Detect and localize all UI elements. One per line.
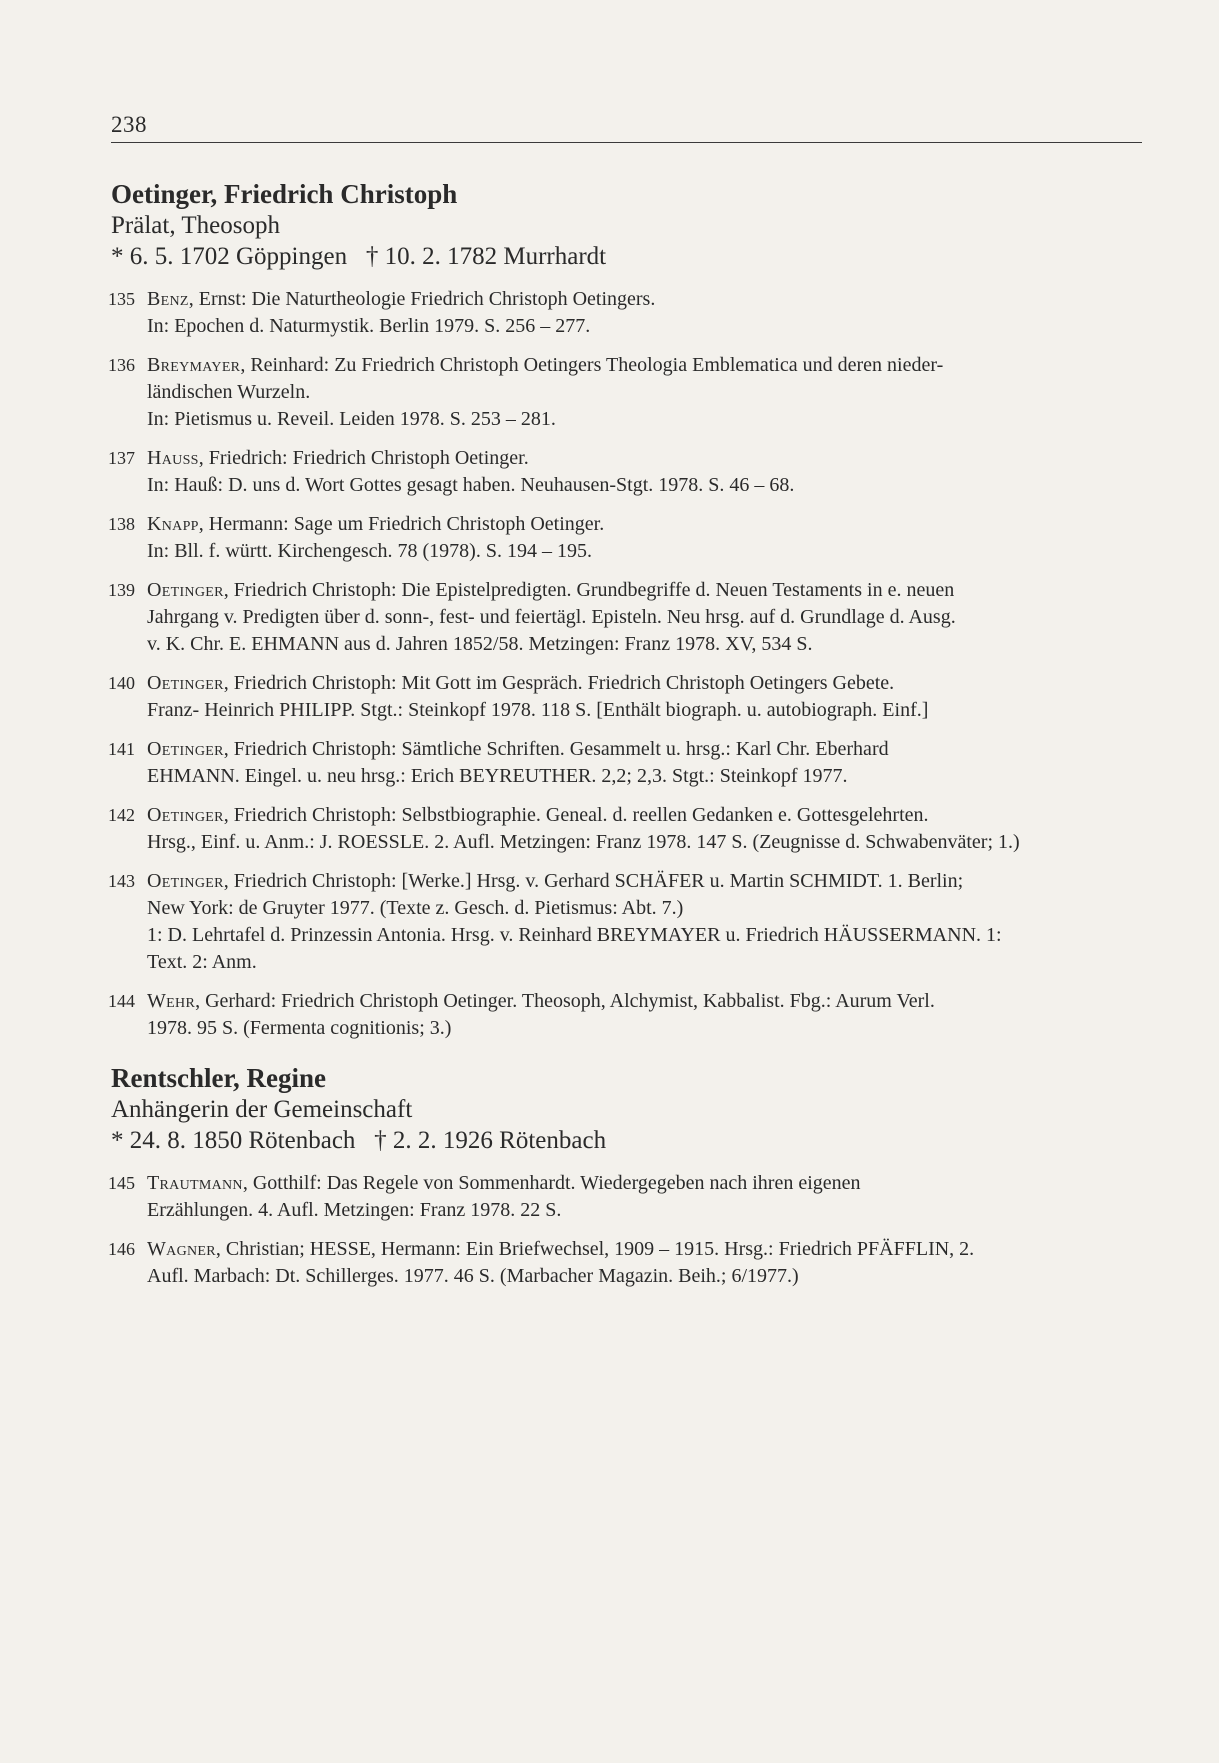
entry-text: Friedrich: Friedrich Christoph Oetinger. xyxy=(208,447,529,469)
entry-number: 142 xyxy=(108,805,135,825)
entry-author: Oetinger xyxy=(147,672,224,694)
entry-number: 141 xyxy=(108,739,135,759)
entry-author: Knapp xyxy=(147,513,199,535)
entry-text: EHMANN. Eingel. u. neu hrsg.: Erich BEYREUTHER. 2,2; 2,3. Stgt.: Steinkopf 1977. xyxy=(147,765,848,787)
bibliography-entry xyxy=(108,352,1148,433)
entry-line xyxy=(147,1263,1148,1290)
entry-text: Friedrich Christoph: [Werke.] Hrsg. v. Gerhard SCHÄFER u. Martin SCHMIDT. 1. Berlin; xyxy=(233,870,964,892)
entry-text: Friedrich Christoph: Mit Gott im Gespräch. Friedrich Christoph Oetingers Gebete. xyxy=(233,672,895,694)
entry-line xyxy=(147,1015,1148,1042)
page-number: 238 xyxy=(111,112,147,137)
bibliography-entry xyxy=(108,988,1148,1042)
entry-text: In: Epochen d. Naturmystik. Berlin 1979. S. 256 – 277. xyxy=(147,315,591,337)
entry-text: Ernst: Die Naturtheologie Friedrich Christoph Oetingers. xyxy=(198,288,656,310)
entry-number: 144 xyxy=(108,991,135,1011)
entry-text: Hermann: Sage um Friedrich Christoph Oetinger. xyxy=(208,513,605,535)
entry-line xyxy=(147,697,1148,724)
entry-line xyxy=(147,1197,1148,1224)
entry-author: Oetinger xyxy=(147,870,224,892)
entry-author: Oetinger xyxy=(147,804,224,826)
entry-text: ländischen Wurzeln. xyxy=(147,381,311,403)
bibliography-entry xyxy=(108,802,1148,856)
entry-number: 143 xyxy=(108,871,135,891)
entry-text: Gotthilf: Das Regele von Sommenhardt. Wiedergegeben nach ihren eigenen xyxy=(252,1172,861,1194)
bibliography-entry xyxy=(108,670,1148,724)
entry-number: 137 xyxy=(108,448,135,468)
entry-text: Aufl. Marbach: Dt. Schillerges. 1977. 46 S. (Marbacher Magazin. Beih.; 6/1977.) xyxy=(147,1265,799,1287)
entry-text: Christian; HESSE, Hermann: Ein Briefwechsel, 1909 – 1915. Hrsg.: Friedrich PFÄFFLIN, 2. xyxy=(225,1238,975,1260)
entry-line xyxy=(147,604,1148,631)
entry-line: Oetinger, Friedrich Christoph: Mit Gott im Gespräch. Friedrich Christoph Oetingers Gebete. xyxy=(147,672,895,694)
entry-number: 138 xyxy=(108,514,135,534)
entry-line: Hauss, Friedrich: Friedrich Christoph Oetinger. xyxy=(147,447,529,469)
entry-text: v. K. Chr. E. EHMANN aus d. Jahren 1852/58. Metzingen: Franz 1978. XV, 534 S. xyxy=(147,633,813,655)
entry-text: Friedrich Christoph: Die Epistelpredigten. Grundbegriffe d. Neuen Testaments in e. neuen xyxy=(233,579,955,601)
entry-line: Knapp, Hermann: Sage um Friedrich Christoph Oetinger. xyxy=(147,513,605,535)
entry-line xyxy=(147,922,1148,949)
entry-author: Wehr xyxy=(147,990,196,1012)
entry-line xyxy=(147,631,1148,658)
entry-text: 1: D. Lehrtafel d. Prinzessin Antonia. Hrsg. v. Reinhard BREYMAYER u. Friedrich HÄUSSERMANN. 1: xyxy=(147,924,1002,946)
entry-line xyxy=(147,949,1148,976)
person-role: Anhängerin der Gemeinschaft xyxy=(111,1096,413,1123)
entry-text: New York: de Gruyter 1977. (Texte z. Gesch. d. Pietismus: Abt. 7.) xyxy=(147,897,684,919)
entry-number: 135 xyxy=(108,289,135,309)
entry-line xyxy=(147,829,1148,856)
entry-text: Franz- Heinrich PHILIPP. Stgt.: Steinkopf 1978. 118 S. [Enthält biograph. u. autobiograph. Einf.] xyxy=(147,699,929,721)
bibliography-entry xyxy=(108,286,1148,340)
entry-text: 1978. 95 S. (Fermenta cognitionis; 3.) xyxy=(147,1017,452,1039)
entry-text: Text. 2: Anm. xyxy=(147,951,257,973)
entry-text: Reinhard: Zu Friedrich Christoph Oetingers Theologia Emblematica und deren nieder- xyxy=(250,354,944,376)
entry-line xyxy=(147,763,1148,790)
entry-line xyxy=(147,406,1148,433)
entry-author: Wagner xyxy=(147,1238,216,1260)
bibliography-entry xyxy=(108,868,1148,976)
entry-line xyxy=(147,379,1148,406)
entry-line: Wehr, Gerhard: Friedrich Christoph Oetinger. Theosoph, Alchymist, Kabbalist. Fbg.: Aurum Verl. xyxy=(147,990,935,1012)
entry-author: Hauss xyxy=(147,447,199,469)
entry-number: 140 xyxy=(108,673,135,693)
entry-line: Benz, Ernst: Die Naturtheologie Friedrich Christoph Oetingers. xyxy=(147,288,656,310)
entry-line: Wagner, Christian; HESSE, Hermann: Ein Briefwechsel, 1909 – 1915. Hrsg.: Friedrich PFÄFFLIN, 2. xyxy=(147,1238,975,1260)
person-section xyxy=(108,178,1151,1042)
bibliography-entry xyxy=(108,1236,1148,1290)
entry-line xyxy=(147,895,1148,922)
entry-text: Friedrich Christoph: Sämtliche Schriften. Gesammelt u. hrsg.: Karl Chr. Eberhard xyxy=(233,738,889,760)
entry-text: Erzählungen. 4. Aufl. Metzingen: Franz 1978. 22 S. xyxy=(147,1199,562,1221)
bibliography-entry xyxy=(108,577,1148,658)
person-section xyxy=(108,1062,1151,1290)
entry-text: In: Bll. f. württ. Kirchengesch. 78 (1978). S. 194 – 195. xyxy=(147,540,592,562)
entry-line: Breymayer, Reinhard: Zu Friedrich Christoph Oetingers Theologia Emblematica und deren nieder- xyxy=(147,354,944,376)
entry-line xyxy=(147,538,1148,565)
entry-author: Benz xyxy=(147,288,189,310)
entry-text: Hrsg., Einf. u. Anm.: J. ROESSLE. 2. Aufl. Metzingen: Franz 1978. 147 S. (Zeugnisse d. Schwabenväter; 1.) xyxy=(147,831,1020,853)
entry-number: 145 xyxy=(108,1173,135,1193)
bibliography-entry xyxy=(108,445,1148,499)
entry-text: In: Pietismus u. Reveil. Leiden 1978. S. 253 – 281. xyxy=(147,408,556,430)
entry-number: 146 xyxy=(108,1239,135,1259)
entry-line: Oetinger, Friedrich Christoph: Sämtliche Schriften. Gesammelt u. hrsg.: Karl Chr. Eberhard xyxy=(147,738,889,760)
entry-line xyxy=(147,472,1148,499)
entry-author: Oetinger xyxy=(147,738,224,760)
entry-text: Friedrich Christoph: Selbstbiographie. Geneal. d. reellen Gedanken e. Gottesgelehrten. xyxy=(233,804,929,826)
person-dates: * 6. 5. 1702 Göppingen † 10. 2. 1782 Murrhardt xyxy=(111,243,607,270)
entry-number: 136 xyxy=(108,355,135,375)
person-name: Rentschler, Regine xyxy=(111,1063,326,1093)
person-name: Oetinger, Friedrich Christoph xyxy=(111,179,458,209)
entry-line: Oetinger, Friedrich Christoph: [Werke.] Hrsg. v. Gerhard SCHÄFER u. Martin SCHMIDT. 1. Berlin; xyxy=(147,870,964,892)
bibliography-entry xyxy=(108,511,1148,565)
entry-author: Oetinger xyxy=(147,579,224,601)
entry-author: Breymayer xyxy=(147,354,241,376)
entry-line: Trautmann, Gotthilf: Das Regele von Sommenhardt. Wiedergegeben nach ihren eigenen xyxy=(147,1172,861,1194)
person-dates: * 24. 8. 1850 Rötenbach † 2. 2. 1926 Rötenbach xyxy=(111,1127,607,1154)
bibliography-entry xyxy=(108,736,1148,790)
entry-line xyxy=(147,313,1148,340)
entry-author: Trautmann xyxy=(147,1172,243,1194)
entry-number: 139 xyxy=(108,580,135,600)
entry-text: Jahrgang v. Predigten über d. sonn-, fest- und feiertägl. Episteln. Neu hrsg. auf d. Grundlage d. Ausg. xyxy=(147,606,956,628)
person-role: Prälat, Theosoph xyxy=(111,212,280,239)
header-rule xyxy=(111,142,1142,143)
entry-line: Oetinger, Friedrich Christoph: Die Epistelpredigten. Grundbegriffe d. Neuen Testaments in e. neuen xyxy=(147,579,955,601)
entry-text: Gerhard: Friedrich Christoph Oetinger. Theosoph, Alchymist, Kabbalist. Fbg.: Aurum Verl. xyxy=(205,990,935,1012)
entry-text: In: Hauß: D. uns d. Wort Gottes gesagt haben. Neuhausen-Stgt. 1978. S. 46 – 68. xyxy=(147,474,795,496)
bibliography-entry xyxy=(108,1170,1148,1224)
entry-line: Oetinger, Friedrich Christoph: Selbstbiographie. Geneal. d. reellen Gedanken e. Gottesgelehrten. xyxy=(147,804,929,826)
